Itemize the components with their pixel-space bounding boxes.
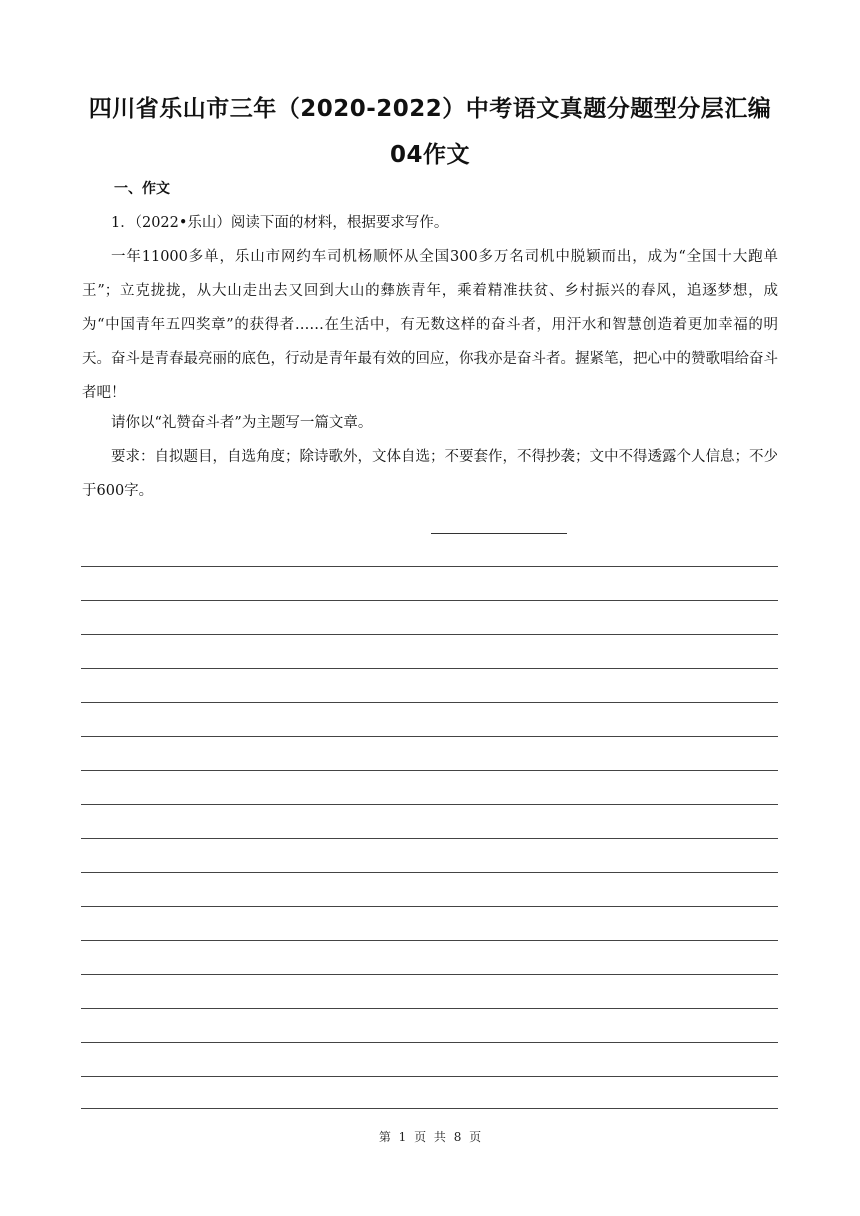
writing-line (81, 940, 778, 941)
writing-line (81, 770, 778, 771)
section-heading: 一、作文 (114, 181, 170, 197)
writing-line (81, 974, 778, 975)
writing-lines (81, 566, 778, 1110)
writing-line (81, 838, 778, 839)
essay-title-blank (431, 533, 567, 534)
writing-line (81, 804, 778, 805)
writing-line (81, 600, 778, 601)
writing-line (81, 566, 778, 567)
writing-line (81, 1108, 778, 1109)
question-instruction: 请你以“礼赞奋斗者”为主题写一篇文章。 (111, 415, 373, 431)
writing-line (81, 702, 778, 703)
document-subtitle: 04作文 (389, 142, 470, 168)
writing-line (81, 736, 778, 737)
writing-line (81, 1008, 778, 1009)
writing-line (81, 906, 778, 907)
writing-line (81, 1076, 778, 1077)
writing-line (81, 668, 778, 669)
document-title: 四川省乐山市三年（2020-2022）中考语文真题分题型分层汇编 (88, 96, 772, 122)
question-requirements: 要求：自拟题目，自选角度；除诗歌外，文体自选；不要套作，不得抄袭；文中不得透露个人信息；不少于600字。 (82, 449, 778, 499)
writing-line (81, 1042, 778, 1043)
writing-line (81, 872, 778, 873)
page-footer: 第 1 页 共 8 页 (378, 1130, 482, 1144)
question-material: 一年11000多单，乐山市网约车司机杨顺怀从全国300多万名司机中脱颖而出，成为“全国十大跑单王”；立克拢拢，从大山走出去又回到大山的彝族青年，乘着精准扶贫、乡村振兴的春风，追逐梦想，成为“中国青年五四奖章”的获得者……在生活中，有无数这样的奋斗者，用汗水和智慧创造着更加幸福的明天。奋斗是青春最亮丽的底色，行动是青年最有效的回应，你我亦是奋斗者。握紧笔，把心中的赞歌唱给奋斗者吧！ (82, 249, 778, 401)
writing-line (81, 634, 778, 635)
question-stem: 1．（2022•乐山）阅读下面的材料，根据要求写作。 (111, 215, 449, 231)
